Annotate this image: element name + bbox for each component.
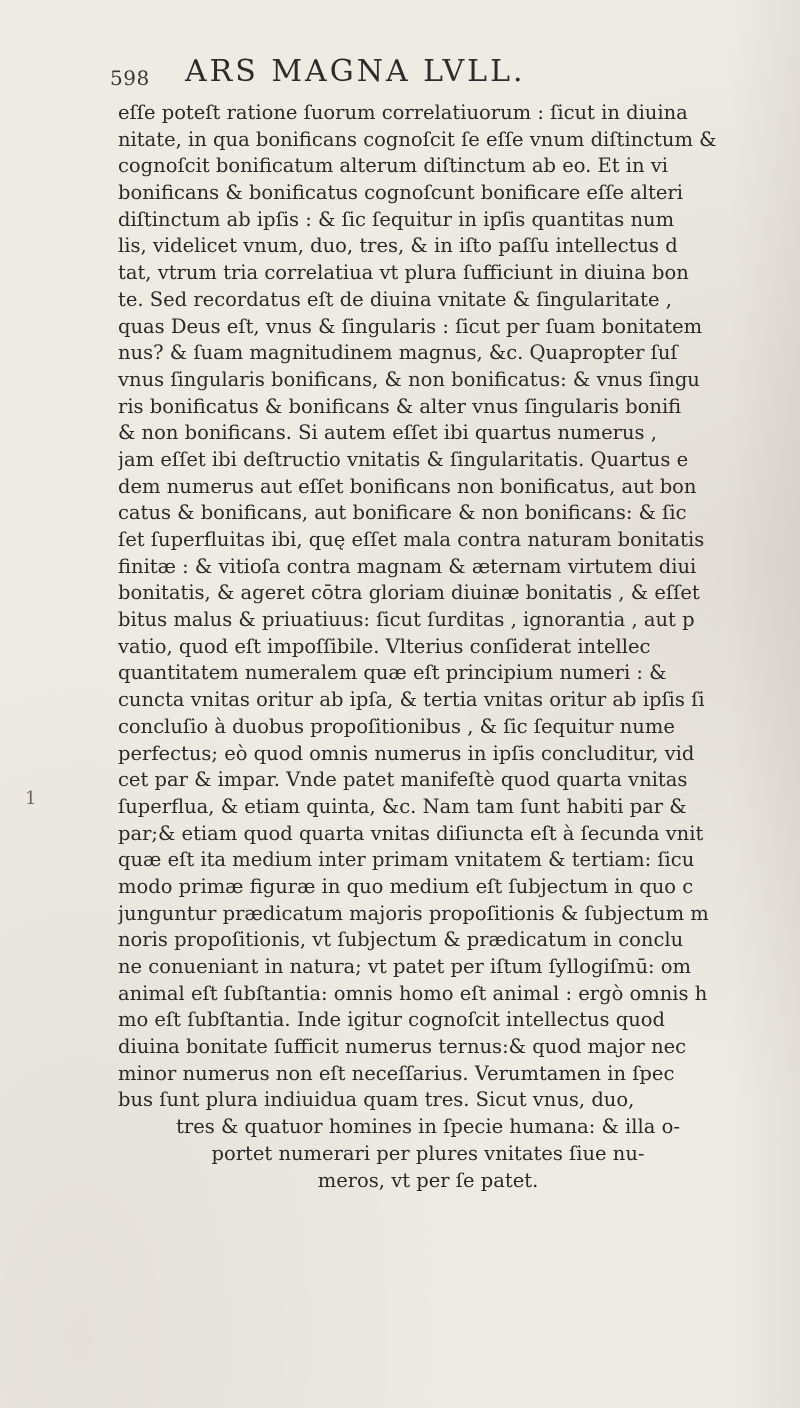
text-line: cuncta vnitas oritur ab ipſa, & tertia vnitas oritur ab ipſis ſi — [118, 688, 705, 712]
text-line: dem numerus aut eſſet bonificans non bonificatus, aut bon — [118, 474, 697, 498]
text-line: vatio, quod eſt impoſſibile. Vlterius conſiderat intellec — [118, 634, 651, 658]
text-line: nitate, in qua bonificans cognoſcit ſe eſſe vnum diſtinctum & — [118, 127, 717, 151]
text-line: tres & quatuor homines in ſpecie humana: & illa o- — [176, 1115, 680, 1139]
text-line: bonitatis, & ageret cōtra gloriam diuinæ bonitatis , & eſſet — [118, 581, 700, 605]
text-line: ſuperflua, & etiam quinta, &c. Nam tam ſunt habiti par & — [118, 794, 687, 818]
text-line: bonificans & bonificatus cognoſcunt bonificare eſſe alteri — [118, 181, 683, 205]
text-line: te. Sed recordatus eſt de diuina vnitate & ſingularitate , — [118, 287, 672, 311]
text-line: vnus ſingularis bonificans, & non bonificatus: & vnus ſingu — [118, 367, 700, 391]
text-line: junguntur prædicatum majoris propoſitionis & ſubjectum m — [118, 901, 709, 925]
text-line: & non bonificans. Si autem eſſet ibi quartus numerus , — [118, 421, 657, 445]
text-line: quæ eſt ita medium inter primam vnitatem & tertiam: ſicu — [118, 848, 695, 872]
text-line: ſet ſuperfluitas ibi, quę eſſet mala contra naturam bonitatis — [118, 528, 705, 551]
page-number: 598 — [110, 66, 150, 90]
text-line: perfectus; eò quod omnis numerus in ipſis concluditur, vid — [118, 741, 695, 765]
page-edge-shadow — [730, 0, 800, 1408]
text-line: diuina bonitate ſufficit numerus ternus:& quod major nec — [118, 1035, 687, 1059]
text-line: bus ſunt plura indiuidua quam tres. Sicut vnus, duo, — [118, 1088, 635, 1112]
text-line: bitus malus & priuatiuus: ſicut ſurditas , ignorantia , aut p — [118, 608, 695, 632]
running-head — [110, 52, 730, 92]
text-line: cognoſcit bonificatum alterum diſtinctum ab eo. Et in vi — [118, 154, 669, 178]
text-line: noris propoſitionis, vt ſubjectum & prædicatum in conclu — [118, 928, 684, 952]
text-line: lis, videlicet vnum, duo, tres, & in iſto paſſu intellectus d — [118, 234, 678, 258]
text-line: par;& etiam quod quarta vnitas diſiuncta eſt à ſecunda vnit — [118, 821, 704, 845]
body-text — [118, 100, 738, 1194]
text-line: diſtinctum ab ipſis : & ſic ſequitur in ipſis quantitas num — [118, 207, 675, 231]
running-title: ARS MAGNA LVLL. — [185, 54, 526, 89]
text-line: animal eſt ſubſtantia: omnis homo eſt animal : ergò omnis h — [118, 981, 708, 1005]
text-line: minor numerus non eſt neceſſarius. Verumtamen in ſpec — [118, 1061, 675, 1085]
text-line: concluſio à duobus propoſitionibus , & ſic ſequitur nume — [118, 714, 675, 738]
text-line: eſſe poteſt ratione ſuorum correlatiuorum : ſicut in diuina — [118, 101, 688, 124]
text-line: nus? & ſuam magnitudinem magnus, &c. Quapropter ſuſ — [118, 341, 678, 365]
margin-mark: 1 — [25, 788, 37, 809]
text-line: cet par & impar. Vnde patet manifeſtè quod quarta vnitas — [118, 768, 688, 792]
text-line: quas Deus eſt, vnus & ſingularis : ſicut per ſuam bonitatem — [118, 314, 703, 338]
text-line: ne conueniant in natura; vt patet per iſtum ſyllogiſmū: om — [118, 955, 692, 978]
text-line: quantitatem numeralem quæ eſt principium numeri : & — [118, 661, 667, 685]
text-line: portet numerari per plures vnitates ſiue nu- — [211, 1141, 645, 1165]
text-line: meros, vt per ſe patet. — [317, 1168, 539, 1192]
text-line: tat, vtrum tria correlatiua vt plura ſufficiunt in diuina bon — [118, 261, 689, 285]
text-line: modo primæ figuræ in quo medium eſt ſubjectum in quo c — [118, 874, 694, 898]
text-line: mo eſt ſubſtantia. Inde igitur cognoſcit intellectus quod — [118, 1008, 665, 1032]
text-line: jam eſſet ibi deſtructio vnitatis & ſingularitatis. Quartus e — [118, 447, 689, 471]
text-line: finitæ : & vitioſa contra magnam & æternam virtutem diui — [118, 554, 697, 578]
text-line: catus & bonificans, aut bonificare & non bonificans: & ſic — [118, 501, 687, 525]
text-line: ris bonificatus & bonificans & alter vnus ſingularis bonifi — [118, 394, 682, 418]
